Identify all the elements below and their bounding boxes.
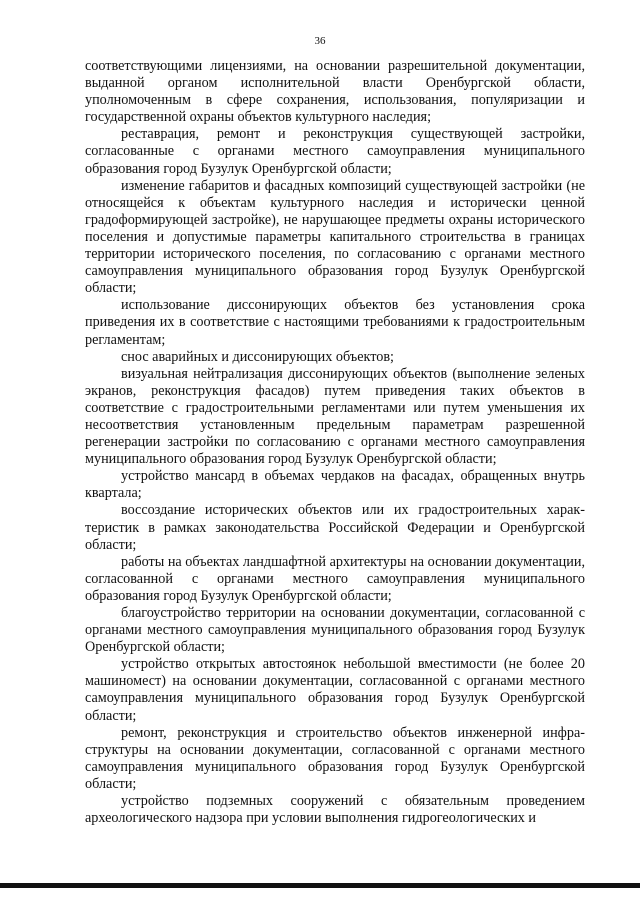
paragraph: устройство подземных сооружений с обязательным проведением археологического надзора при условии выполнения гидрогеологических и	[85, 793, 585, 827]
paragraph: работы на объектах ландшафтной архитектуры на основании документации, согласованной с органами местного самоуправления муниципального образования город Бузулук Оренбургской области;	[85, 553, 585, 604]
paragraph: использование диссонирующих объектов без установления срока приведения их в соответствие с настоящими требованиями к градостроительным регламентам;	[85, 297, 585, 348]
bottom-rule	[0, 883, 640, 888]
paragraph: снос аварийных и диссонирующих объектов;	[121, 348, 394, 365]
paragraph: реставрация, ремонт и реконструкция существующей застройки, согласованные с органами местного самоуправления муниципального образования город Бузулук Оренбургской области;	[85, 126, 585, 177]
paragraph: визуальная нейтрализация диссонирующих объектов (выполнение зеленых экранов, реконструкция фасадов) путем приведения таких объектов в соответствие с градостроительными регламентами или путем уменьшения их несоответствия установленным предельным параметрам разрешенной регенерации застройки по согласованию с органами местного самоуправления муниципального образования город Бузулук Оренбургской области;	[85, 365, 585, 468]
paragraph: соответствующими лицензиями, на основании разрешительной документации, выданной органом исполнительной власти Оренбургской области, уполномоченным в сфере сохранения, использования, популяризации и государственной охраны объектов культурного наследия;	[85, 58, 585, 126]
page-number: 36	[314, 35, 326, 47]
document-body	[85, 58, 585, 827]
paragraph: изменение габаритов и фасадных композиций существующей застройки (не относящейся к объектам культурного наследия и исторически ценной градоформирующей застройке), не нарушающее предметы охраны исторического поселения и допустимые параметры капитального строительства в границах территории исторического поселения, по согласованию с органами местного самоуправления муниципального образования город Бузулук Оренбургской области;	[85, 177, 585, 297]
paragraph: благоустройство территории на основании документации, согласованной с органами местного самоуправления муниципального образования город Бузулук Оренбургской области;	[85, 605, 585, 656]
paragraph: воссоздание исторических объектов или их градостроительных характеристик в рамках законодательства Российской Федерации и Оренбургской области;	[85, 502, 585, 553]
paragraph: устройство мансард в объемах чердаков на фасадах, обращенных внутрь квартала;	[85, 468, 585, 502]
paragraph: ремонт, реконструкция и строительство объектов инженерной инфраструктуры на основании документации, согласованной с органами местного самоуправления муниципального образования город Бузулук Оренбургской области;	[85, 724, 585, 792]
paragraph: устройство открытых автостоянок небольшой вместимости (не более 20 машиномест) на основании документации, согласованной с органами местного самоуправления муниципального образования город Бузулук Оренбургской области;	[85, 656, 585, 724]
